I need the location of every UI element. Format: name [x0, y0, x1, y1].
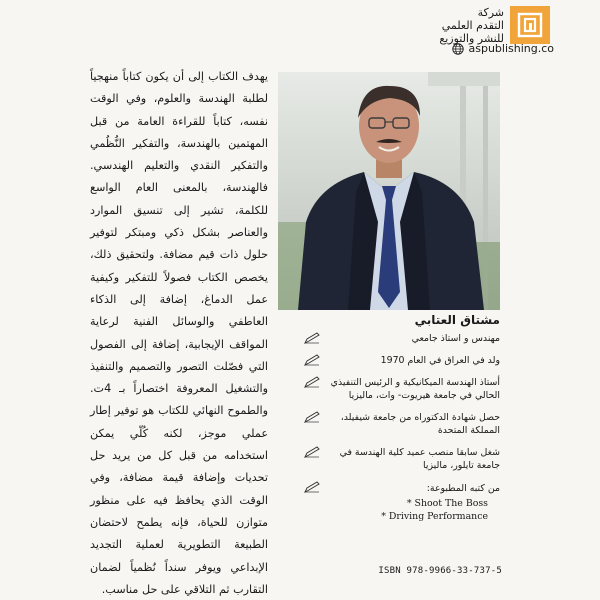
bio-text: حصل شهادة الدكتوراه من جامعة شيفيلد، المملكة المتحدة: [340, 412, 500, 436]
bio-item: [304, 481, 500, 495]
bio-item: [304, 332, 500, 345]
publisher-line-3: للنشر والتوزيع: [439, 32, 504, 45]
bio-item: [304, 376, 500, 402]
bio-text: أستاذ الهندسة الميكانيكية و الرئيس التنفيذي الحالي في جامعة هيريوت- وات، ماليزيا: [330, 377, 500, 401]
globe-icon: [452, 43, 464, 55]
publisher-line-1: شركة: [477, 6, 504, 19]
bio-text: ولد في العراق في العام 1970: [380, 355, 500, 366]
publisher-name: [439, 6, 504, 45]
bio-item: [304, 446, 500, 472]
author-name: مشتاق العتابي: [414, 313, 500, 327]
pen-icon: [304, 376, 320, 388]
book-description: يهدف الكتاب إلى أن يكون كتاباً منهجياً لطلبة الهندسة والعلوم، وفي الوقت نفسه، كتاباً للقراءة العامة من قبل المهتمين بالهندسة، والتفكير النُّظُمي والتفكير النقدي والتعليم الهندسي. فالهندسة، بالمعنى العام الواسع للكلمة، تشير إلى تنسيق الموارد والعناصر بشكل ذكي ومبتكر لتوفير حلول ذات قيم مضافة. ولتحقيق ذلك، يخصص الكتاب فصولاً للتفكير وكيفية عمل الدماغ، إضافة إلى الذكاء العاطفي والوسائل الفنية لرعاية المواقف الإيجابية، إضافة إلى الفصول التي فصّلت التصور والتصميم والتنفيذ والتشغيل المعروفة اختصاراً بـ 4ت. والطموح النهائي للكتاب هو توفير إطار عملي موجز، لكنه كُلّي يمكن استخدامه من قبل كل من يريد حل تحديات وإضافة قيمة مضافة، وفي الوقت الذي يحافظ فيه على منظور متوازن للحياة، فإنه يطمح لاحتضان الطبيعة التطويرية لعملية التجديد الإبداعي ويوفر سنداً نُظمياً لضمان التقارب ثم التلاقي على حل مناسب.: [90, 70, 268, 596]
publisher-logo: [510, 6, 550, 44]
bio-text: مهندس و استاذ جامعي: [411, 333, 500, 344]
isbn: ISBN 978-9966-33-737-5: [378, 566, 502, 576]
publisher-website[interactable]: [452, 42, 554, 55]
pen-icon: [304, 446, 320, 458]
author-photo: [278, 72, 500, 310]
pen-icon: [304, 481, 320, 493]
author-bio: [304, 332, 500, 523]
pen-icon: [304, 411, 320, 423]
publisher-line-2: التقدم العلمي: [441, 19, 504, 32]
bio-text: شغل سابقا منصب عميد كلية الهندسة في جامعة تايلور، ماليزيا: [339, 447, 500, 471]
website-text: aspublishing.co: [468, 42, 554, 55]
pen-icon: [304, 354, 320, 366]
publisher-logo-icon: [517, 12, 543, 38]
bio-item: [304, 411, 500, 437]
book-title: Driving Performance *: [381, 511, 488, 522]
pen-icon: [304, 332, 320, 344]
books-heading: من كتبه المطبوعة:: [426, 483, 500, 494]
bio-item: [304, 354, 500, 367]
book-title: Shoot The Boss *: [406, 498, 488, 509]
